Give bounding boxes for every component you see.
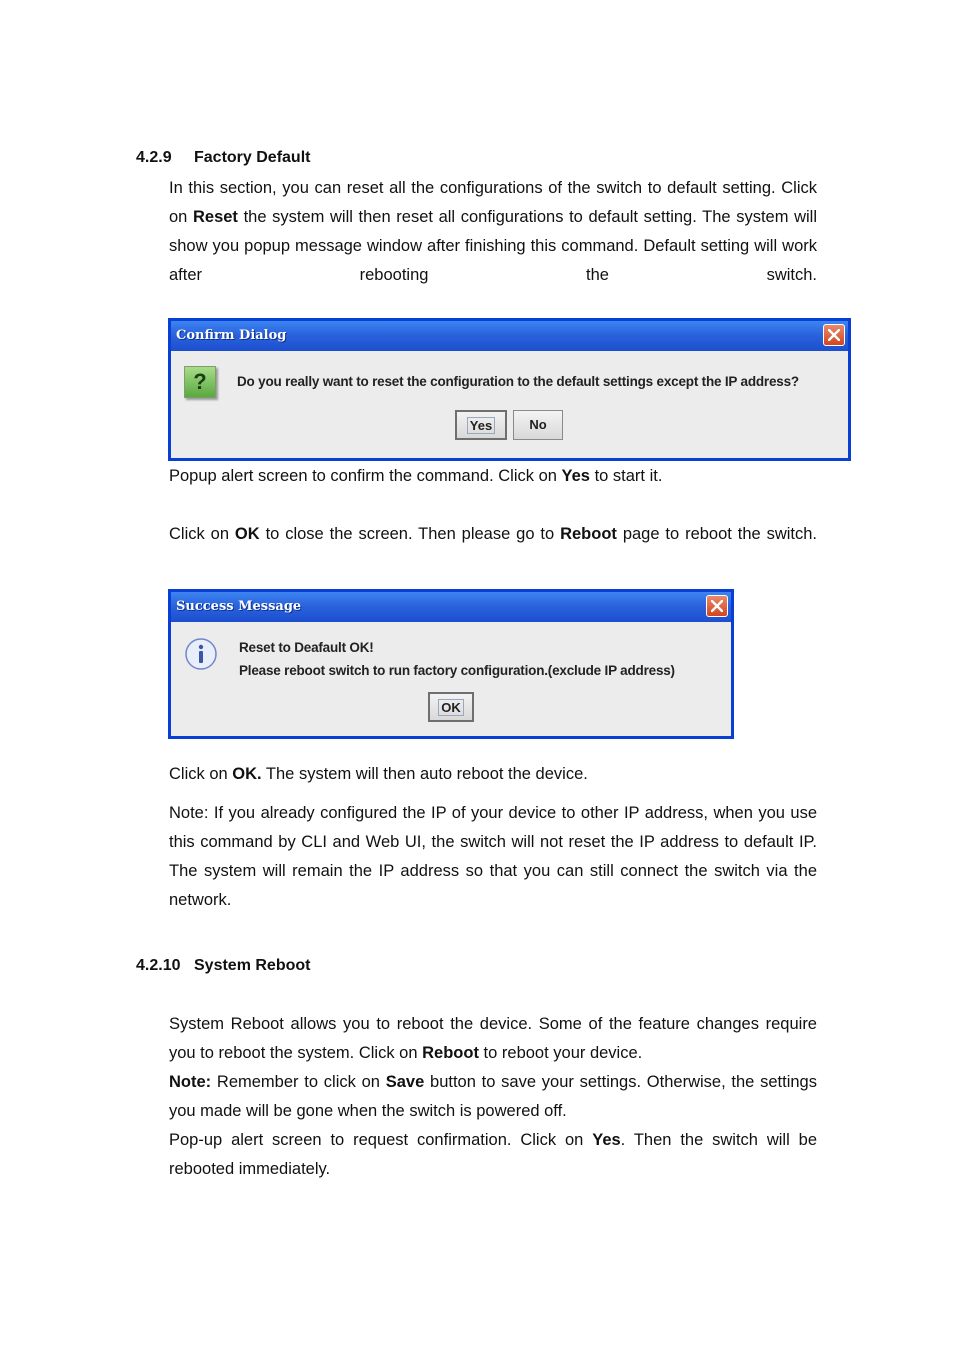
ok-instruction: Click on OK to close the screen. Then please go to Reboot page to reboot the switch. xyxy=(169,525,818,543)
note-paragraph: Note: If you already configured the IP of your device to other IP address, when you use this command by CLI and Web UI, the switch will not reset the IP address to default IP. The system will remain the IP address so that you can still connect the switch via the network. xyxy=(169,804,817,909)
system-reboot-paragraph: System Reboot allows you to reboot the device. Some of the feature changes require you to reboot the system. Click on Reboot to reboot your device. xyxy=(169,1015,817,1062)
save-note-paragraph: Note: Remember to click on Save button to save your settings. Otherwise, the settings you made will be gone when the switch is powered off. xyxy=(169,1073,817,1120)
success-line-2: Please reboot switch to run factory configuration.(exclude IP address) xyxy=(239,663,675,678)
yes-button[interactable]: Yes xyxy=(455,410,507,440)
close-icon xyxy=(711,600,723,612)
ok-button[interactable]: OK xyxy=(428,692,474,722)
section-number: 4.2.9 xyxy=(136,149,172,166)
close-button[interactable] xyxy=(706,595,728,617)
confirm-caption: Popup alert screen to confirm the command. Click on Yes to start it. xyxy=(169,467,663,485)
section-title: System Reboot xyxy=(194,957,311,974)
no-button[interactable]: No xyxy=(513,410,563,440)
info-icon xyxy=(184,637,218,671)
section-heading-factory-default xyxy=(136,149,310,167)
reboot-confirm-paragraph: Pop-up alert screen to request confirmation. Click on Yes. Then the switch will be rebooted immediately. xyxy=(169,1131,817,1178)
section-heading-system-reboot xyxy=(136,957,310,975)
close-icon xyxy=(828,329,840,341)
confirm-message: Do you really want to reset the configuration to the default settings except the IP address? xyxy=(237,374,799,389)
factory-default-intro: In this section, you can reset all the configurations of the switch to default setting. Click on Reset the system will then reset all configurations to default setting. The system will show you popup message window after finishing this command. Default setting will work after rebooting the switch. xyxy=(169,179,817,284)
confirm-dialog xyxy=(168,318,851,461)
close-button[interactable] xyxy=(823,324,845,346)
section-number: 4.2.10 xyxy=(136,957,181,974)
section-title: Factory Default xyxy=(194,149,311,166)
confirm-dialog-titlebar xyxy=(171,321,848,351)
question-icon: ? xyxy=(184,366,216,398)
confirm-dialog-title: Confirm Dialog xyxy=(176,328,287,343)
success-dialog-titlebar xyxy=(171,592,731,622)
success-line-1: Reset to Deafault OK! xyxy=(239,640,374,655)
success-dialog-title: Success Message xyxy=(176,599,302,614)
click-ok-paragraph: Click on OK. The system will then auto reboot the device. xyxy=(169,765,588,783)
success-dialog xyxy=(168,589,734,739)
